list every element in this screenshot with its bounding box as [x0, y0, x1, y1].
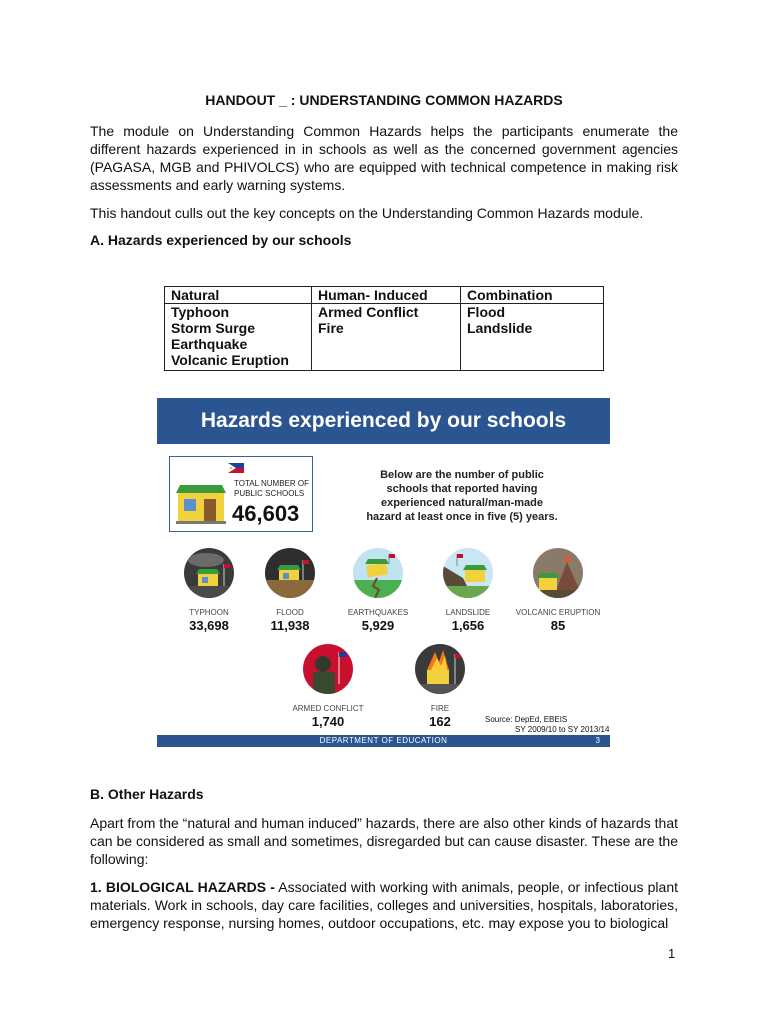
page-title: HANDOUT _ : UNDERSTANDING COMMON HAZARDS [205, 92, 563, 108]
other-hazards-paragraph: Apart from the “natural and human induced” hazards, there are also other kinds of hazards that can be considered as small and sometimes, disregarded but can cause disaster. These are the following: [90, 815, 678, 867]
landslide-icon [443, 548, 493, 598]
hazard-fire [395, 644, 485, 729]
infographic-description: Below are the number of public schools that reported having experienced natural/man-made hazard at least once in five (5) years. [366, 469, 558, 523]
list-item: Volcanic Eruption [171, 352, 289, 368]
total-schools-label: TOTAL NUMBER OF PUBLIC SCHOOLS [234, 479, 309, 498]
list-item: Typhoon [171, 304, 230, 320]
flood-icon [265, 548, 315, 598]
hazard-name: ARMED CONFLICT [292, 704, 364, 713]
culls-paragraph: This handout culls out the key concepts on the Understanding Common Hazards module. [90, 205, 644, 221]
hazard-count: 11,938 [270, 618, 310, 633]
footer-department: DEPARTMENT OF EDUCATION [319, 736, 448, 745]
table-row [165, 304, 604, 371]
infographic-source [485, 715, 609, 735]
hazard-landslide [423, 548, 513, 633]
hazard-flood [245, 548, 335, 633]
list-item: Storm Surge [171, 320, 256, 336]
hazard-name: LANDSLIDE [445, 608, 491, 617]
biological-hazards-label: 1. BIOLOGICAL HAZARDS - [90, 879, 275, 895]
hazard-typhoon [164, 548, 254, 633]
hazard-volcanic-eruption [513, 548, 603, 633]
list-item: Flood [467, 304, 506, 320]
hazard-name: EARTHQUAKES [347, 608, 409, 617]
hazard-name: FLOOD [276, 608, 304, 617]
source-years: SY 2009/10 to SY 2013/14 [515, 725, 610, 734]
hazard-count: 1,740 [311, 714, 345, 729]
header-human-induced: Human- Induced [312, 287, 461, 304]
hazard-name: FIRE [430, 704, 450, 713]
typhoon-icon [184, 548, 234, 598]
philippine-flag-icon [228, 463, 244, 473]
table-header-row [165, 287, 604, 304]
hazard-name: VOLCANIC ERUPTION [515, 608, 601, 617]
hazard-count: 1,656 [451, 618, 485, 633]
header-natural: Natural [165, 287, 312, 304]
hazard-armed-conflict [283, 644, 373, 729]
list-item: Landslide [467, 320, 533, 336]
combination-cell [461, 304, 604, 371]
intro-paragraph: The module on Understanding Common Hazards helps the participants enumerate the different hazards experienced in in schools as well as the concerned government agencies (PAGASA, MGB and PHIVOLCS) who are equipped with technical competence in making risk assessments and early warning systems. [90, 123, 678, 193]
volcano-icon [533, 548, 583, 598]
total-schools-box [169, 456, 313, 532]
slide-number: 3 [595, 736, 600, 745]
fire-icon [415, 644, 465, 694]
source-line: Source: DepEd, EBEIS [485, 715, 568, 724]
section-b-heading: B. Other Hazards [90, 786, 204, 802]
armed-conflict-icon [303, 644, 353, 694]
school-building-icon [174, 483, 228, 525]
list-item: Armed Conflict [318, 304, 419, 320]
page-number: 1 [668, 946, 676, 961]
list-item: Fire [318, 320, 344, 336]
biological-hazards-text: Associated with working with animals, people, or infectious plant materials. Work in schools, day care facilities, colleges and universities, hospitals, laboratories, emergency response, nursing homes, outdoor occupations, etc. may expose you to biological [90, 879, 679, 931]
hazard-count: 85 [550, 618, 566, 633]
hazards-table [164, 286, 604, 371]
hazard-earthquakes [333, 548, 423, 633]
hazard-name: TYPHOON [189, 608, 229, 617]
total-schools-value: 46,603 [232, 501, 300, 526]
list-item: Earthquake [171, 336, 248, 352]
hazards-infographic [157, 398, 610, 748]
header-combination: Combination [461, 287, 604, 304]
earthquake-icon [353, 548, 403, 598]
biological-hazards-paragraph [90, 878, 678, 932]
hazard-count: 162 [429, 714, 451, 729]
hazard-count: 33,698 [189, 618, 229, 633]
human-cell [312, 304, 461, 371]
section-a-heading: A. Hazards experienced by our schools [90, 232, 352, 248]
infographic-banner: Hazards experienced by our schools [157, 398, 610, 444]
hazard-count: 5,929 [361, 618, 395, 633]
infographic-footer [157, 735, 610, 747]
natural-cell [165, 304, 312, 371]
